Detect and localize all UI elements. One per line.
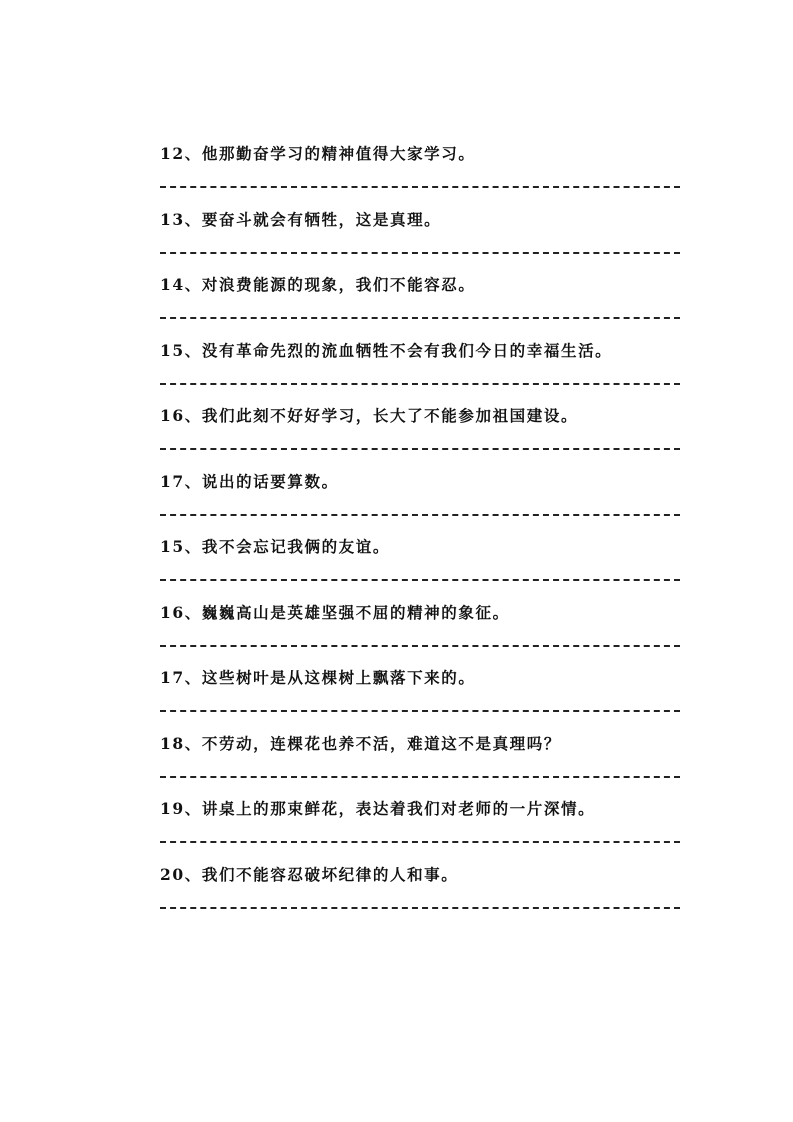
exercise-sentence xyxy=(160,601,510,623)
answer-line[interactable] xyxy=(160,907,680,909)
answer-line[interactable] xyxy=(160,383,680,385)
item-number: 18、 xyxy=(160,733,202,753)
item-number: 15、 xyxy=(160,537,202,556)
exercise-sentence xyxy=(160,404,578,426)
exercise-sentence xyxy=(160,208,441,230)
exercise-item xyxy=(160,460,680,526)
worksheet xyxy=(160,132,680,918)
exercise-item xyxy=(160,853,680,919)
item-text: 要奋斗就会有牺牲，这是真理。 xyxy=(201,209,442,229)
exercise-item xyxy=(160,722,680,788)
item-text: 这些树叶是从这棵树上飘落下来的。 xyxy=(201,668,476,687)
exercise-sentence xyxy=(160,142,475,164)
item-number: 17、 xyxy=(160,471,202,491)
item-text: 我不会忘记我俩的友谊。 xyxy=(201,537,390,556)
exercise-sentence xyxy=(160,535,390,557)
item-text: 不劳动，连棵花也养不活，难道这不是真理吗？ xyxy=(201,733,561,753)
answer-line[interactable] xyxy=(160,579,680,581)
item-text: 巍巍高山是英雄坚强不屈的精神的象征。 xyxy=(201,602,510,622)
exercise-item xyxy=(160,394,680,460)
item-text: 对浪费能源的现象，我们不能容忍。 xyxy=(201,275,476,294)
exercise-item xyxy=(160,525,680,591)
item-number: 17、 xyxy=(160,668,202,687)
answer-line[interactable] xyxy=(160,841,680,843)
exercise-item xyxy=(160,591,680,657)
answer-line[interactable] xyxy=(160,710,680,712)
exercise-sentence xyxy=(160,732,561,754)
item-text: 说出的话要算数。 xyxy=(201,471,339,491)
exercise-item xyxy=(160,329,680,395)
item-number: 19、 xyxy=(160,799,202,818)
answer-line[interactable] xyxy=(160,448,680,450)
exercise-item xyxy=(160,132,680,198)
item-number: 20、 xyxy=(160,864,202,884)
answer-line[interactable] xyxy=(160,776,680,778)
item-text: 我们此刻不好好学习，长大了不能参加祖国建设。 xyxy=(201,406,579,425)
item-number: 13、 xyxy=(160,209,202,229)
exercise-sentence xyxy=(160,470,339,492)
item-number: 15、 xyxy=(160,340,202,360)
exercise-sentence xyxy=(160,339,612,361)
answer-line[interactable] xyxy=(160,186,680,188)
exercise-sentence xyxy=(160,666,475,688)
exercise-item xyxy=(160,198,680,264)
item-text: 没有革命先烈的流血牺牲不会有我们今日的幸福生活。 xyxy=(201,340,613,360)
item-text: 他那勤奋学习的精神值得大家学习。 xyxy=(201,144,476,163)
item-number: 14、 xyxy=(160,275,202,294)
answer-line[interactable] xyxy=(160,645,680,647)
item-number: 12、 xyxy=(160,144,202,163)
exercise-item xyxy=(160,656,680,722)
exercise-item xyxy=(160,263,680,329)
answer-line[interactable] xyxy=(160,317,680,319)
answer-line[interactable] xyxy=(160,514,680,516)
item-text: 我们不能容忍破坏纪律的人和事。 xyxy=(201,864,459,884)
item-number: 16、 xyxy=(160,602,202,622)
exercise-sentence xyxy=(160,797,595,819)
exercise-sentence xyxy=(160,863,458,885)
exercise-item xyxy=(160,787,680,853)
item-text: 讲桌上的那束鲜花，表达着我们对老师的一片深情。 xyxy=(201,799,596,818)
answer-line[interactable] xyxy=(160,252,680,254)
item-number: 16、 xyxy=(160,406,202,425)
exercise-sentence xyxy=(160,273,475,295)
